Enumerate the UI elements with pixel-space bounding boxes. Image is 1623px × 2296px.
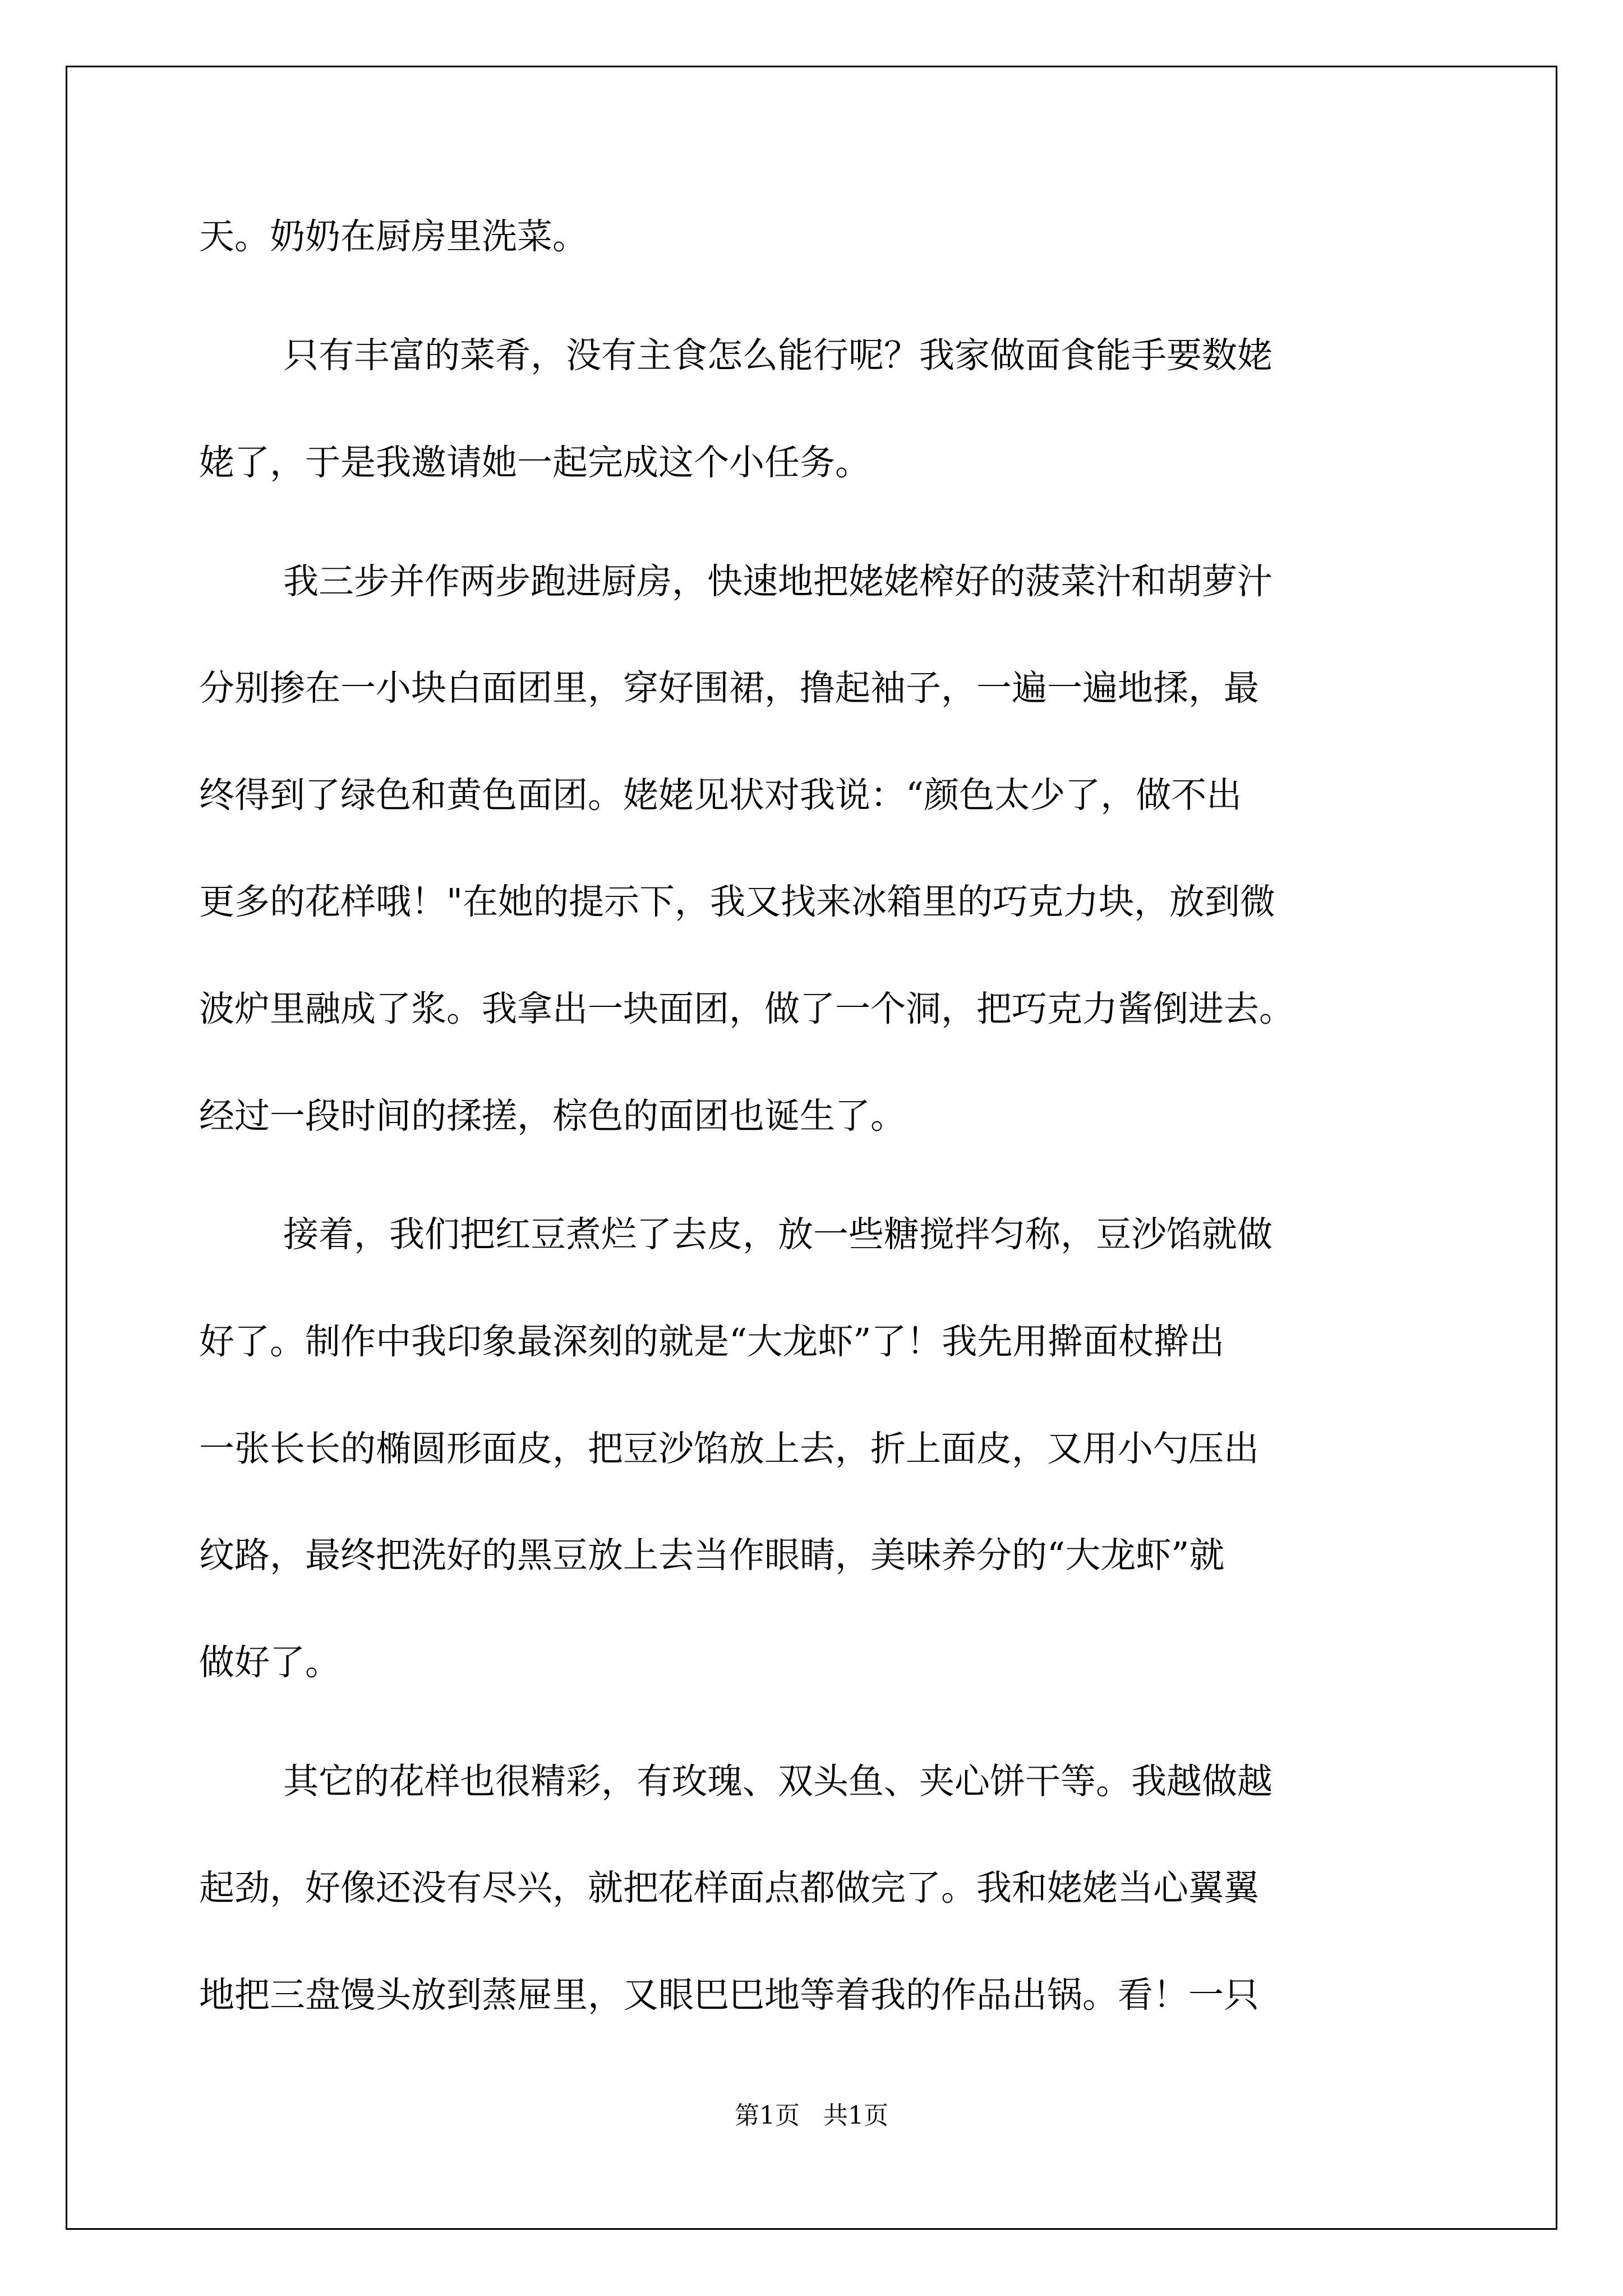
page-footer: 第1页 共1页 xyxy=(735,2101,888,2130)
body-line-4: 我三步并作两步跑进厨房，快速地把姥姥榨好的菠菜汁和胡萝汁 xyxy=(283,561,1272,602)
body-line-7: 更多的花样哦！"在她的提示下，我又找来冰箱里的巧克力块，放到微 xyxy=(199,881,1275,922)
body-line-12: 一张长长的椭圆形面皮，把豆沙馅放上去，折上面皮，又用小勺压出 xyxy=(199,1428,1259,1469)
body-line-13: 纹路，最终把洗好的黑豆放上去当作眼睛，美味养分的“大龙虾”就 xyxy=(199,1535,1225,1576)
body-line-16: 起劲，好像还没有尽兴，就把花样面点都做完了。我和姥姥当心翼翼 xyxy=(199,1867,1259,1908)
body-line-9: 经过一段时间的揉搓，棕色的面团也诞生了。 xyxy=(199,1096,906,1137)
body-line-3: 姥了，于是我邀请她一起完成这个小任务。 xyxy=(199,442,870,483)
body-line-14: 做好了。 xyxy=(199,1642,340,1683)
body-line-11: 好了。制作中我印象最深刻的就是“大龙虾”了！我先用擀面杖擀出 xyxy=(199,1321,1225,1362)
body-line-17: 地把三盘馒头放到蒸屉里，又眼巴巴地等着我的作品出锅。看！一只 xyxy=(199,1975,1259,2016)
body-line-5: 分别掺在一小块白面团里，穿好围裙，撸起袖子，一遍一遍地揉，最 xyxy=(199,668,1259,708)
body-line-2: 只有丰富的菜肴，没有主食怎么能行呢？我家做面食能手要数姥 xyxy=(283,335,1272,376)
body-line-10: 接着，我们把红豆煮烂了去皮，放一些糖搅拌匀称，豆沙馅就做 xyxy=(283,1214,1272,1255)
body-line-15: 其它的花样也很精彩，有玫瑰、双头鱼、夹心饼干等。我越做越 xyxy=(283,1761,1272,1802)
body-line-6: 终得到了绿色和黄色面团。姥姥见状对我说：“颜色太少了，做不出 xyxy=(199,775,1242,816)
body-line-1: 天。奶奶在厨房里洗菜。 xyxy=(199,216,588,257)
body-line-8: 波炉里融成了浆。我拿出一块面团，做了一个洞，把巧克力酱倒进去。 xyxy=(199,988,1294,1029)
